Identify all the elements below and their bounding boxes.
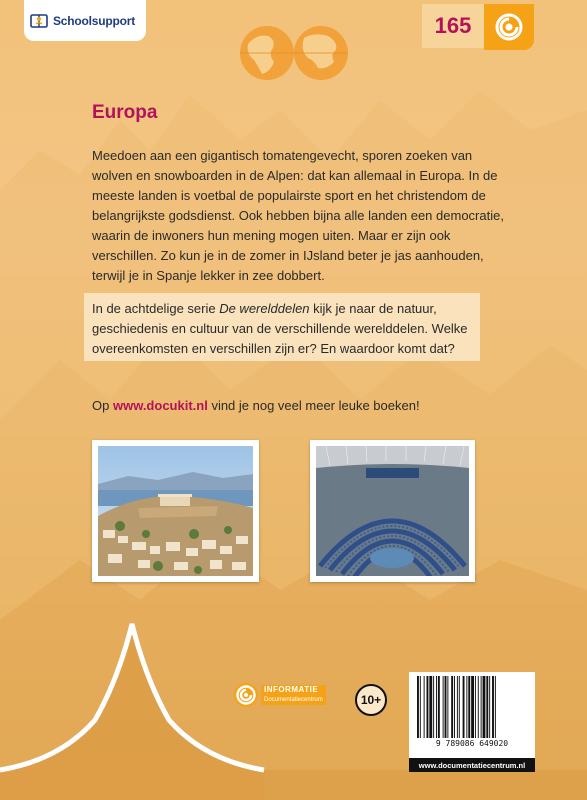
barcode-bar: [463, 676, 465, 738]
barcode-bar: [436, 676, 437, 738]
barcode-bar: [495, 676, 496, 738]
barcode-bar: [429, 676, 432, 738]
spiral-icon: [233, 682, 259, 708]
information-label: INFORMATIE: [261, 685, 326, 695]
barcode-bar: [454, 676, 455, 738]
barcode-bar: [427, 676, 429, 738]
acropolis-photo: [92, 440, 259, 582]
series-name: De werelddelen: [219, 301, 310, 316]
barcode-bar: [420, 676, 421, 738]
publisher-name: Schoolsupport: [53, 13, 136, 28]
parliament-image: [316, 446, 469, 576]
barcode-bar: [445, 676, 447, 738]
barcode-image: [417, 676, 527, 738]
barcode-bar: [466, 676, 467, 738]
barcode-bar: [451, 676, 453, 738]
barcode-panel: [409, 672, 535, 772]
publisher-website[interactable]: www.documentatiecentrum.nl: [409, 758, 535, 772]
isbn-number: 9 789086 649020: [435, 739, 509, 748]
book-person-icon: [30, 12, 48, 30]
series-text-start: In de achtdelige serie: [92, 301, 220, 316]
series-description: [92, 299, 472, 359]
barcode-bar: [483, 676, 486, 738]
world-globes-icon: [238, 24, 350, 82]
series-number: 165: [422, 4, 484, 48]
barcode-bar: [424, 676, 425, 738]
barcode-bar: [433, 676, 434, 738]
barcode-bar: [492, 676, 494, 738]
barcode-bar: [443, 676, 444, 738]
barcode-bar: [471, 676, 474, 738]
barcode-bar: [475, 676, 476, 738]
publisher-logo[interactable]: [24, 0, 146, 41]
page-title: Europa: [92, 102, 158, 123]
barcode-bar: [481, 676, 482, 738]
website-link[interactable]: www.docukit.nl: [112, 398, 208, 413]
intro-paragraph: Meedoen aan een gigantisch tomatengevecht, sporen zoeken van wolven en snowboarden in de Alpen: dat kan allemaal in Europa. In de meeste landen is voetbal de populairste sport en het christendom de belangrijkste godsdienst. Ook hebben bijna alle landen een democratie, waarin de inwoners hun mening mogen uiten. Maar er zijn ook verschillen. Zo kun je in de zomer in IJsland beter je jas aanhouden, terwijl je in Spanje lekker in zee dobbert.: [92, 148, 504, 283]
barcode-bar: [417, 676, 419, 738]
barcode-bar: [459, 676, 460, 738]
information-tag: [261, 685, 326, 705]
information-logo: [233, 682, 326, 708]
barcode-bar: [468, 676, 470, 738]
parliament-photo: [310, 440, 475, 582]
information-sublabel: Documentatiecentrum: [261, 695, 326, 705]
barcode-bar: [486, 676, 488, 738]
series-description-box: [84, 293, 480, 361]
age-rating-badge: 10+: [355, 684, 387, 716]
website-text-start: Op: [92, 398, 113, 413]
acropolis-image: [98, 446, 253, 576]
series-text-end: kijk je naar de natuur, geschiedenis en cultuur van de verschillende werelddelen. Welke overeenkomsten en verschillen zijn er? En waardoor komt dat?: [92, 301, 468, 356]
series-logo: [484, 4, 534, 50]
spiral-icon: [494, 12, 524, 42]
barcode-bar: [478, 676, 479, 738]
website-text-end: vind je nog veel meer leuke boeken!: [207, 398, 420, 413]
barcode-bar: [438, 676, 440, 738]
barcode-bar: [447, 676, 448, 738]
barcode-bar: [457, 676, 458, 738]
barcode-bar: [489, 676, 490, 738]
website-line: [92, 398, 420, 413]
